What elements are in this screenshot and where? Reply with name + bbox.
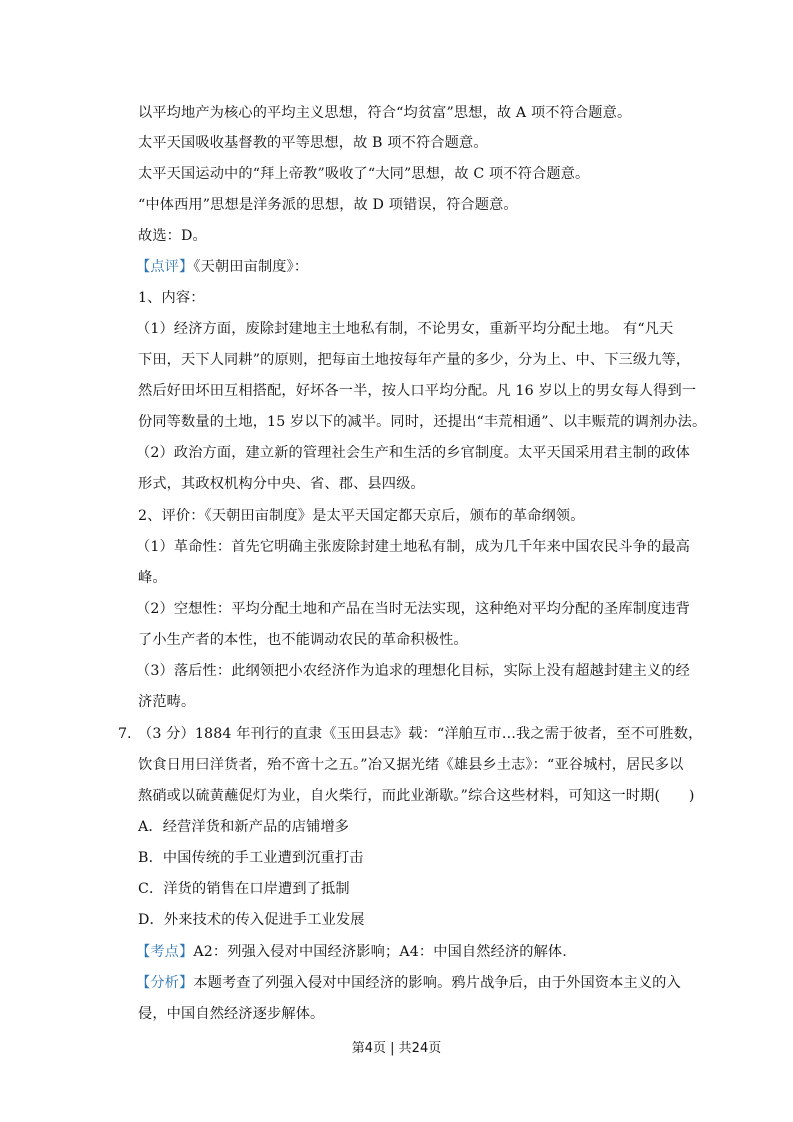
fenxi-line-1 — [136, 973, 681, 993]
eval-2-line-1: （2）空想性：平均分配土地和产品在当时无法实现，这种绝对平均分配的圣库制度违背 — [136, 601, 691, 617]
answer-line: 故选：D。 — [138, 228, 207, 244]
econ-line-3: 然后好田坏田互相搭配，好坏各一半，按人口平均分配。凡 16 岁以上的男女每人得到一 — [138, 383, 697, 399]
econ-line-1: （1）经济方面，废除封建地主土地私有制，不论男女，重新平均分配土地。 有“凡天 — [136, 321, 674, 337]
eval-1-line-1: （1）革命性：首先它明确主张废除封建土地私有制，成为几千年来中国农民斗争的最高 — [136, 539, 691, 555]
analysis-line-b: 太平天国吸收基督教的平等思想，故 B 项不符合题意。 — [138, 135, 488, 151]
question-number: 7. — [118, 726, 132, 742]
econ-line-2: 下田，天下人同耕”的原则，把每亩土地按每年产量的多少，分为上、中、下三级九等， — [138, 352, 691, 368]
question-stem-line-3: 熬硝或以硫黄蘸促灯为业，自火柴行，而此业渐歇。”综合这些材料，可知这一时期( ) — [138, 788, 695, 804]
fenxi-text: 本题考查了列强入侵对中国经济的影响。鸦片战争后，由于外国资本主义的入 — [193, 975, 681, 991]
option-a: A．经营洋货和新产品的店铺增多 — [138, 819, 350, 835]
content-heading: 1、内容： — [138, 290, 205, 306]
analysis-line-c: 太平天国运动中的“拜上帝教”吸收了“大同”思想，故 C 项不符合题意。 — [138, 166, 590, 182]
question-stem-line-2: 饮食日用曰洋货者，殆不啻十之五。”冶又据光绪《雄县乡土志》：“亚谷城村，居民多以 — [138, 757, 684, 773]
page-footer: 第4页 | 共24页 — [351, 1041, 442, 1056]
comment-heading — [136, 257, 308, 277]
analysis-line-d: “中体西用”思想是洋务派的思想，故 D 项错误，符合题意。 — [138, 197, 518, 213]
polit-line-2: 形式，其政权机构分中央、省、郡、县四级。 — [138, 476, 425, 492]
kaodian-tag: 【考点】 — [136, 944, 194, 960]
kaodian-text: A2：列强入侵对中国经济影响；A4：中国自然经济的解体. — [193, 944, 567, 960]
comment-title: 《天朝田亩制度》： — [193, 259, 309, 275]
option-c: C．洋货的销售在口岸遭到了抵制 — [138, 881, 350, 897]
eval-3-line-2: 济范畴。 — [138, 694, 196, 710]
eval-2-line-2: 了小生产者的本性，也不能调动农民的革命积极性。 — [138, 632, 468, 648]
eval-1-line-2: 峰。 — [138, 570, 167, 586]
eval-3-line-1: （3）落后性：此纲领把小农经济作为追求的理想化目标，实际上没有超越封建主义的经 — [136, 663, 691, 679]
option-d: D．外来技术的传入促进手工业发展 — [138, 912, 365, 928]
fenxi-tag: 【分析】 — [136, 975, 194, 991]
eval-heading: 2、评价：《天朝田亩制度》是太平天国定都天京后，颁布的革命纲领。 — [138, 508, 585, 524]
analysis-line-a: 以平均地产为核心的平均主义思想，符合“均贫富”思想，故 A 项不符合题意。 — [138, 105, 632, 121]
polit-line-1: （2）政治方面，建立新的管理社会生产和生活的乡官制度。太平天国采用君主制的政体 — [136, 445, 691, 461]
question-stem-line-1: （3 分）1884 年刊行的直隶《玉田县志》载：“洋舶互市…我之需于彼者，至不可胜数， — [138, 726, 703, 742]
kaodian-line — [136, 942, 567, 962]
comment-tag: 【点评】 — [136, 259, 194, 275]
fenxi-line-2: 侵，中国自然经济逐步解体。 — [138, 1006, 325, 1022]
option-b: B．中国传统的手工业遭到沉重打击 — [138, 850, 364, 866]
econ-line-4: 份同等数量的土地，15 岁以下的减半。同时，还提出“丰荒相通”、以丰赈荒的调剂办法。 — [138, 414, 707, 430]
